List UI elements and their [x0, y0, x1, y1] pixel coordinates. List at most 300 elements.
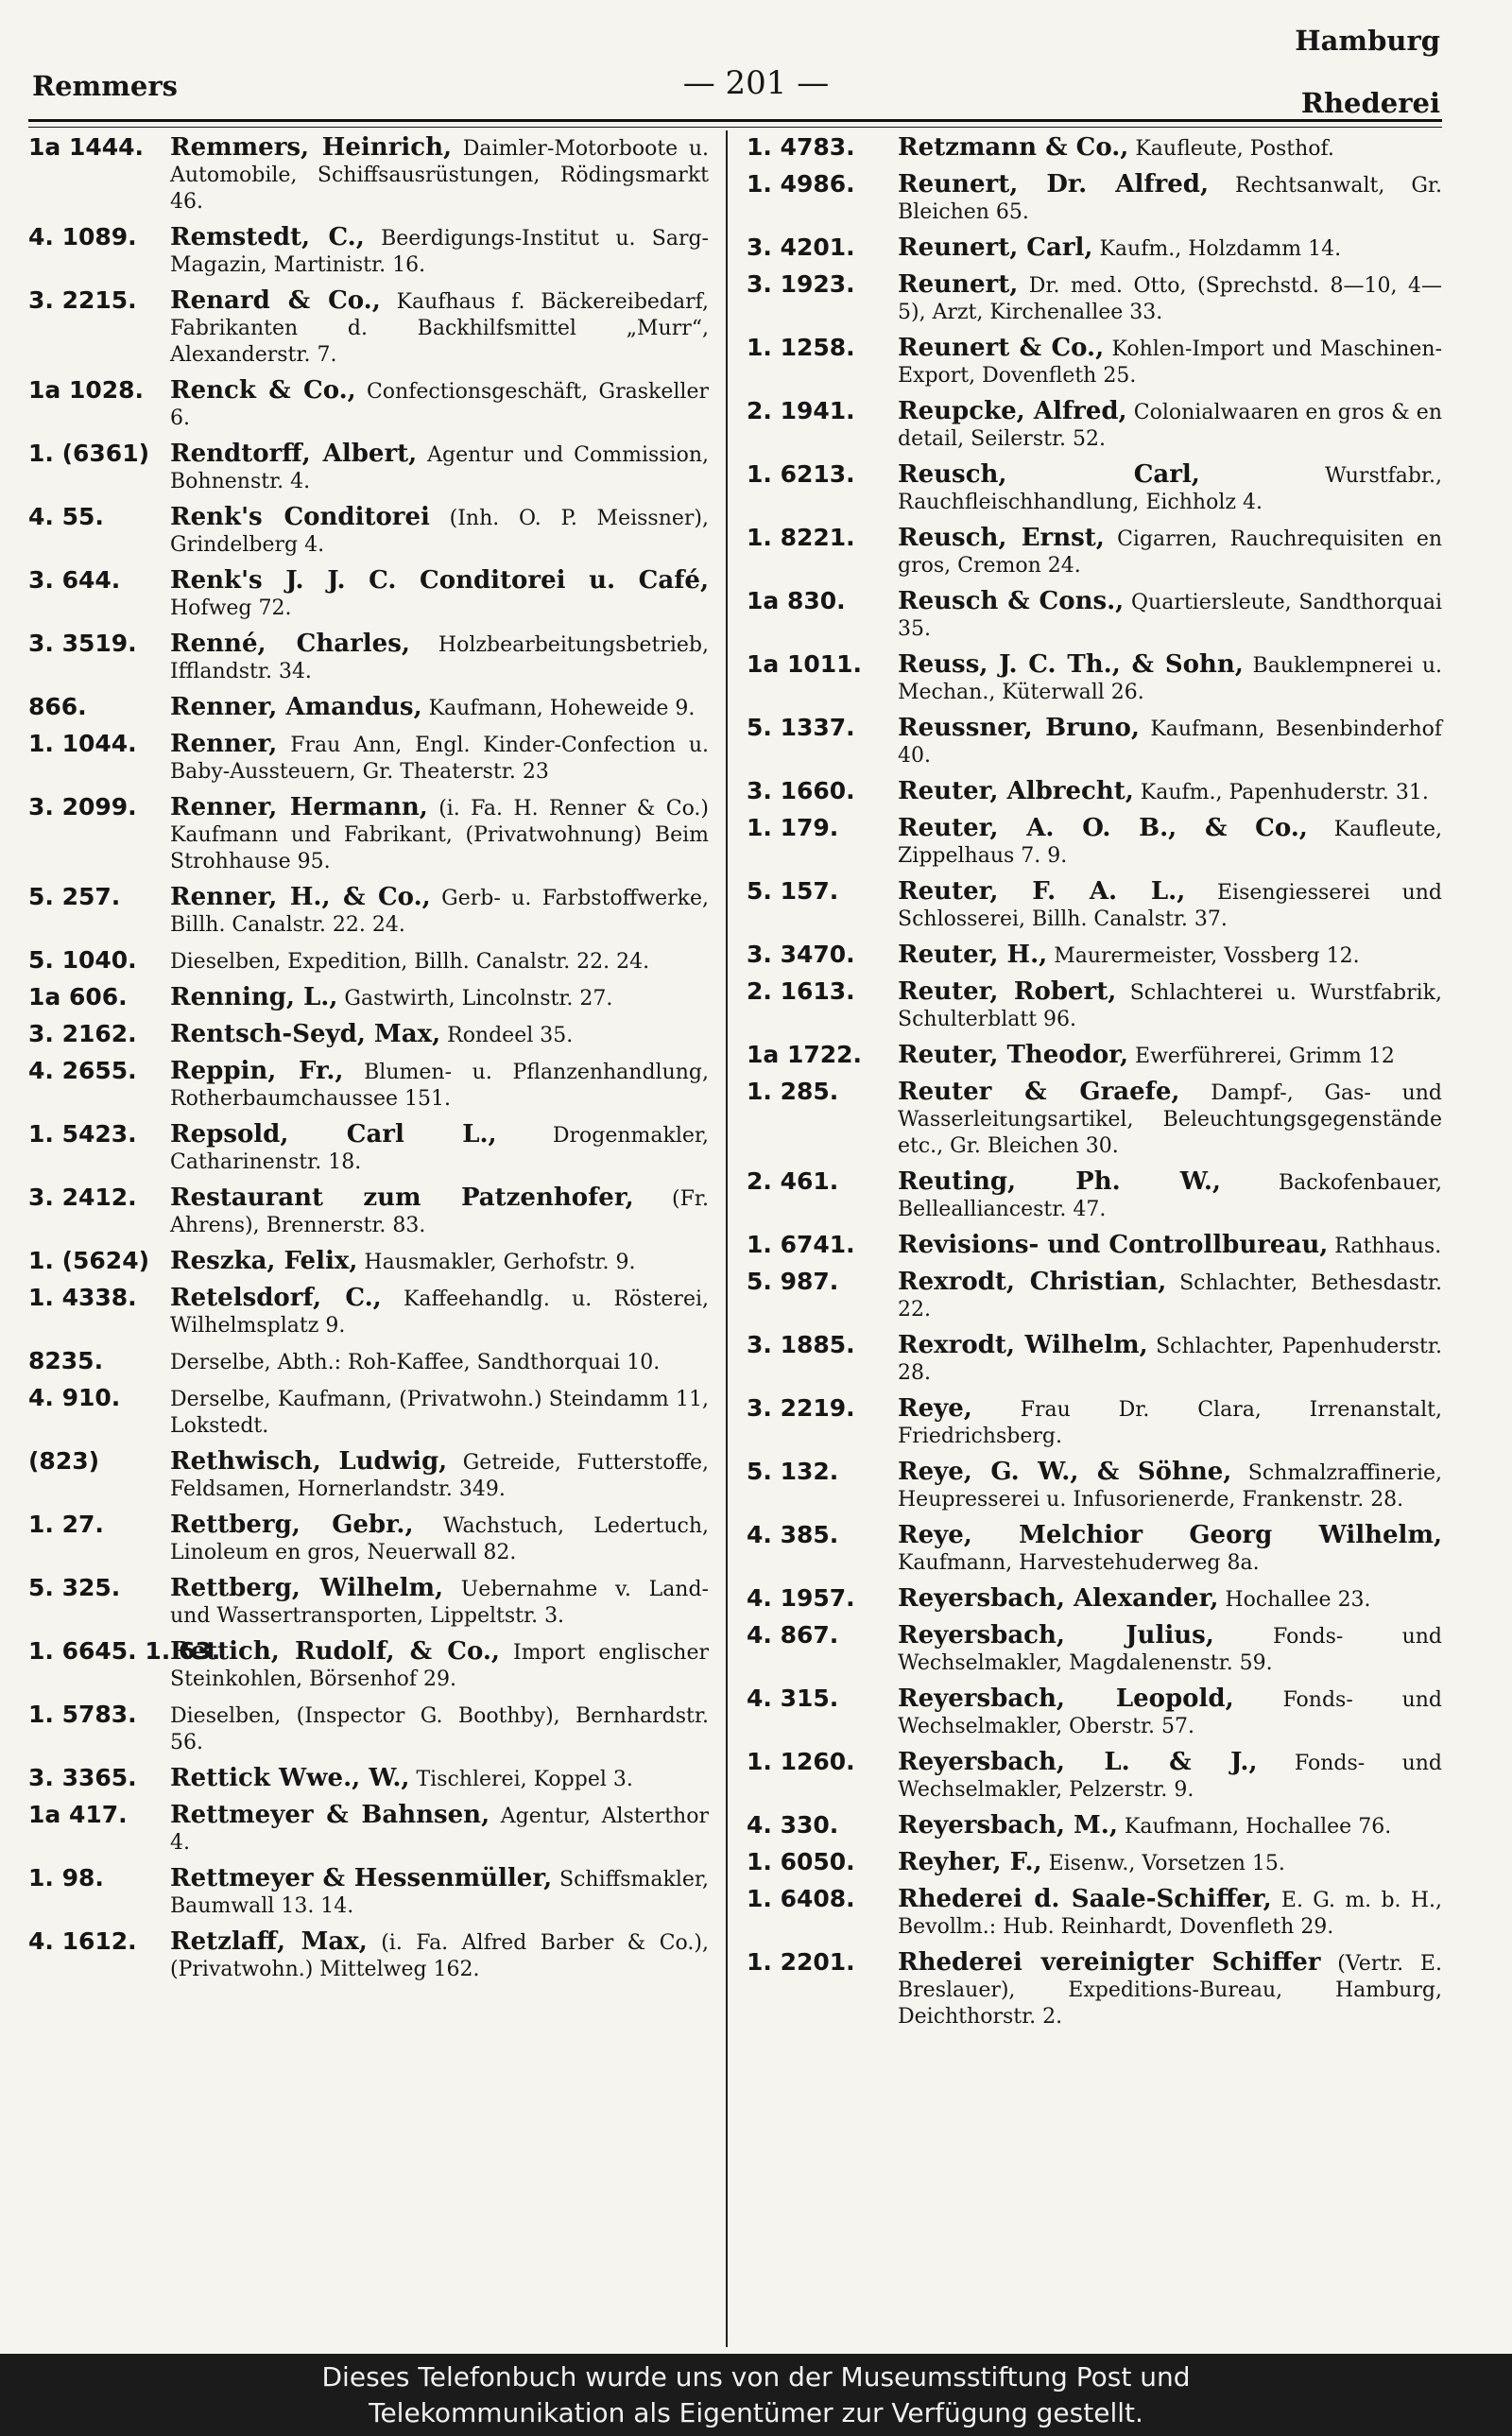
directory-entry: [28, 731, 709, 786]
entry-text: [892, 588, 1442, 643]
entry-name: Reusch & Cons.,: [898, 587, 1125, 615]
directory-entry: [747, 1886, 1442, 1941]
entry-text: [164, 567, 709, 622]
entry-text: [892, 1395, 1442, 1450]
entry-number: 4. 910.: [28, 1384, 121, 1411]
entry-text: [892, 1685, 1442, 1740]
entry-details: Kaufm., Papenhuderstr. 31.: [1140, 781, 1429, 804]
directory-entry: [747, 1949, 1442, 2030]
directory-entry: [747, 1168, 1442, 1223]
entry-name: Renner,: [170, 730, 278, 758]
entry-name: Reuter, A. O. B., & Co.,: [898, 814, 1308, 842]
entry-details: Maurermeister, Vossberg 12.: [1054, 944, 1360, 968]
entry-details: Uebernahme v. Land- und Wassertransporten, Lippeltstr. 3.: [170, 1578, 709, 1628]
entry-name: Reyersbach, Alexander,: [898, 1584, 1219, 1613]
footer-line-1: Dieses Telefonbuch wurde uns von der Museumsstiftung Post und: [321, 2361, 1191, 2393]
directory-entry: [28, 287, 709, 369]
left-column: [28, 134, 709, 1992]
entry-text: [892, 271, 1442, 326]
entry-number: 1a 1011.: [747, 650, 863, 678]
entry-number: 3. 1923.: [747, 270, 855, 298]
directory-entry: [747, 942, 1442, 970]
entry-name: Renard & Co.,: [170, 286, 381, 315]
entry-name: Rethwisch, Ludwig,: [170, 1447, 448, 1476]
entry-number: 1a 1028.: [28, 376, 145, 404]
entry-details: Kaufmann, Hochallee 76.: [1124, 1815, 1392, 1839]
entry-name: Reunert,: [898, 270, 1019, 299]
entry-number: 1. 6213.: [747, 460, 855, 488]
entry-name: Reunert & Co.,: [898, 334, 1105, 362]
entry-name: Reyersbach, Julius,: [898, 1621, 1214, 1650]
right-column: [747, 134, 1442, 2039]
entry-name: Reuter, H.,: [898, 941, 1048, 969]
entry-name: Reuter & Graefe,: [898, 1078, 1180, 1106]
entry-text: [164, 1702, 709, 1756]
directory-entry: [747, 271, 1442, 326]
entry-details: Cigarren, Rauchrequisiten en gros, Cremon 24.: [898, 527, 1443, 578]
directory-entry: [747, 398, 1442, 453]
entry-text: [164, 377, 709, 432]
entry-details: Kaufmann, Harvestehuderweg 8a.: [898, 1551, 1260, 1575]
entry-text: [164, 1121, 709, 1176]
entry-number: 1. 285.: [747, 1078, 839, 1105]
entry-name: Rettmeyer & Bahnsen,: [170, 1801, 490, 1829]
entry-text: [892, 1949, 1442, 2030]
entry-details: Frau Dr. Clara, Irrenanstalt, Friedrichsberg.: [898, 1398, 1442, 1448]
entry-number: 1a 830.: [747, 587, 846, 614]
entry-text: [164, 1638, 709, 1693]
directory-entry: [747, 778, 1442, 806]
entry-number: 4. 1089.: [28, 223, 137, 251]
entry-details: Schlachter, Bethesdastr. 22.: [898, 1271, 1442, 1322]
header-rule-thin: [28, 127, 1442, 128]
entry-number: 8235.: [28, 1347, 104, 1374]
entry-number: 1a 606.: [28, 983, 128, 1011]
directory-entry: [747, 1079, 1442, 1160]
entry-name: Revisions- und Controllbureau,: [898, 1231, 1329, 1259]
entry-details: Dieselben, Expedition, Billh. Canalstr. 22. 24.: [170, 950, 650, 974]
entry-details: Wurstfabr., Rauchfleischhandlung, Eichholz 4.: [898, 464, 1442, 514]
directory-entry: [747, 1812, 1442, 1840]
entry-details: Holzbearbeitungsbetrieb, Ifflandstr. 34.: [170, 633, 709, 683]
entry-name: Rexrodt, Wilhelm,: [898, 1331, 1148, 1359]
entry-details: Kaufm., Holzdamm 14.: [1099, 237, 1342, 261]
header-left-name: Remmers: [32, 70, 178, 102]
entry-name: Reuting, Ph. W.,: [898, 1167, 1221, 1196]
directory-entry: [747, 651, 1442, 706]
entry-text: [164, 1348, 709, 1376]
directory-entry: [28, 1512, 709, 1566]
directory-entry: [747, 1332, 1442, 1387]
entry-text: [892, 1168, 1442, 1223]
entry-name: Rentsch-Seyd, Max,: [170, 1020, 441, 1048]
entry-details: Wachstuch, Ledertuch, Linoleum en gros, Neuerwall 82.: [170, 1514, 709, 1564]
entry-details: Eisenw., Vorsetzen 15.: [1048, 1852, 1285, 1875]
directory-entry: [28, 1184, 709, 1239]
entry-details: (Vertr. E. Breslauer), Expeditions-Bureau, Hamburg, Deichthorstr. 2.: [898, 1952, 1442, 2029]
entry-text: [892, 1812, 1442, 1840]
entry-text: [164, 224, 709, 279]
entry-text: [164, 1285, 709, 1339]
entry-number: 1. 5423.: [28, 1120, 137, 1148]
directory-entry: [747, 1522, 1442, 1577]
entry-name: Rettmeyer & Hessenmüller,: [170, 1864, 553, 1892]
directory-entry: [28, 1021, 709, 1049]
entry-number: 3. 3365.: [28, 1764, 137, 1791]
entry-number: 1. (6361): [28, 440, 150, 467]
entry-details: Eisengiesserei und Schlosserei, Billh. Canalstr. 37.: [898, 881, 1442, 931]
entry-number: 1a 417.: [28, 1801, 128, 1828]
entry-number: 5. 1040.: [28, 946, 137, 974]
entry-number: 4. 1957.: [747, 1584, 855, 1612]
entry-details: Dr. med. Otto, (Sprechstd. 8—10, 4—5), Arzt, Kirchenallee 33.: [898, 274, 1443, 324]
entry-text: [164, 1928, 709, 1983]
entry-number: 3. 2099.: [28, 793, 137, 821]
entry-details: Import englischer Steinkohlen, Börsenhof 29.: [170, 1641, 709, 1691]
entry-text: [164, 1184, 709, 1239]
entry-name: Reunert, Dr. Alfred,: [898, 170, 1210, 199]
entry-details: Getreide, Futterstoffe, Feldsamen, Hornerlandstr. 349.: [170, 1451, 710, 1501]
entry-details: Schmalzraffinerie, Heupresserei u. Infusorienerde, Frankenstr. 28.: [898, 1461, 1442, 1512]
entry-number: 2. 1613.: [747, 977, 855, 1005]
directory-entry: [747, 134, 1442, 163]
entry-name: Reuter, Albrecht,: [898, 777, 1134, 805]
entry-name: Reye, G. W., & Söhne,: [898, 1458, 1232, 1486]
entry-text: [164, 1248, 709, 1276]
entry-number: 4. 2655.: [28, 1057, 137, 1084]
entry-name: Reyersbach, M.,: [898, 1811, 1118, 1840]
entry-text: [164, 884, 709, 939]
directory-entry: [747, 1232, 1442, 1260]
entry-details: Kaufleute, Zippelhaus 7. 9.: [898, 818, 1443, 868]
entry-number: 3. 2412.: [28, 1183, 137, 1211]
directory-entry: [28, 1348, 709, 1376]
entry-text: [164, 694, 709, 722]
directory-entry: [747, 1042, 1442, 1070]
footer-line-2: Telekommunikation als Eigentümer zur Verfügung gestellt.: [369, 2397, 1143, 2428]
entry-text: [164, 947, 709, 976]
entry-details: Backofenbauer, Bellealliancestr. 47.: [898, 1171, 1442, 1221]
entry-name: Reszka, Felix,: [170, 1247, 358, 1275]
entry-details: Ewerführerei, Grimm 12: [1135, 1045, 1395, 1068]
entry-details: Tischlerei, Koppel 3.: [416, 1768, 633, 1791]
entry-number: 1. 1258.: [747, 334, 855, 361]
entry-details: Agentur und Commission, Bohnenstr. 4.: [170, 443, 709, 493]
entry-number: 1a 1444.: [28, 133, 145, 161]
entry-text: [892, 1079, 1442, 1160]
directory-entry: [747, 588, 1442, 643]
entry-number: 5. 157.: [747, 877, 839, 905]
entry-details: Bauklempnerei u. Mechan., Küterwall 26.: [898, 654, 1442, 704]
entry-number: 1. 1044.: [28, 730, 137, 757]
entry-text: [892, 525, 1442, 579]
entry-number: 3. 2162.: [28, 1020, 137, 1047]
entry-number: (823): [28, 1447, 100, 1475]
entry-details: Derselbe, Kaufmann, (Privatwohn.) Steindamm 11, Lokstedt.: [170, 1388, 709, 1438]
entry-details: Gastwirth, Lincolnstr. 27.: [344, 987, 613, 1011]
entry-details: Schlachterei u. Wurstfabrik, Schulterblatt 96.: [898, 981, 1442, 1031]
entry-number: 5. 987.: [747, 1268, 839, 1295]
entry-number: 1. 98.: [28, 1864, 104, 1892]
entry-name: Reppin, Fr.,: [170, 1057, 344, 1085]
entry-text: [164, 1385, 709, 1440]
entry-details: Rechtsanwalt, Gr. Bleichen 65.: [898, 174, 1443, 224]
entry-details: Kaffeehandlg. u. Rösterei, Wilhelmsplatz 9.: [170, 1287, 709, 1338]
directory-entry: [28, 1248, 709, 1276]
entry-text: [892, 715, 1442, 769]
directory-entry: [747, 1459, 1442, 1513]
directory-entry: [28, 1928, 709, 1983]
directory-entry: [28, 1385, 709, 1440]
entry-name: Renk's J. J. C. Conditorei u. Café,: [170, 566, 709, 595]
entry-name: Retzmann & Co.,: [898, 133, 1129, 162]
entry-details: Dampf-, Gas- und Wasserleitungsartikel, Beleuchtungsgegenstände etc., Gr. Bleichen 30.: [898, 1081, 1443, 1158]
entry-number: 1. 179.: [747, 814, 839, 841]
entry-number: 5. 1337.: [747, 714, 855, 741]
directory-entry: [28, 794, 709, 875]
entry-number: 4. 867.: [747, 1621, 839, 1649]
column-divider: [726, 130, 728, 2347]
entry-text: [892, 335, 1442, 389]
directory-entry: [28, 631, 709, 685]
directory-entry: [28, 1058, 709, 1113]
entry-text: [164, 441, 709, 495]
entry-text: [164, 1865, 709, 1920]
entry-text: [892, 1232, 1442, 1260]
entry-details: Kaufleute, Posthof.: [1135, 137, 1334, 161]
entry-details: E. G. m. b. H., Bevollm.: Hub. Reinhardt, Dovenfleth 29.: [898, 1889, 1442, 1939]
entry-name: Reupcke, Alfred,: [898, 397, 1127, 425]
entry-name: Reyher, F.,: [898, 1848, 1042, 1876]
entry-text: [892, 1332, 1442, 1387]
directory-entry: [28, 224, 709, 279]
entry-text: [892, 1585, 1442, 1614]
entry-name: Reyersbach, Leopold,: [898, 1684, 1234, 1713]
entry-details: Dieselben, (Inspector G. Boothby), Bernhardstr. 56.: [170, 1704, 709, 1754]
entry-name: Renning, L.,: [170, 983, 338, 1011]
entry-name: Reyersbach, L. & J.,: [898, 1748, 1258, 1776]
header-rule: [28, 119, 1442, 122]
entry-number: 1. 6741.: [747, 1231, 855, 1258]
directory-entry: [747, 878, 1442, 933]
entry-text: [164, 1765, 709, 1793]
entry-text: [892, 815, 1442, 870]
entry-name: Remstedt, C.,: [170, 223, 365, 251]
entry-details: Hausmakler, Gerhofstr. 9.: [364, 1251, 636, 1274]
entry-number: 1. 4783.: [747, 133, 855, 161]
entry-text: [164, 1021, 709, 1049]
entry-number: 1a 1722.: [747, 1041, 863, 1068]
entry-number: 4. 385.: [747, 1521, 839, 1548]
entry-text: [892, 1459, 1442, 1513]
entry-name: Rhederei d. Saale-Schiffer,: [898, 1885, 1272, 1913]
directory-entry: [28, 377, 709, 432]
directory-entry: [28, 1285, 709, 1339]
entry-number: 3. 3519.: [28, 630, 137, 657]
entry-number: 3. 2219.: [747, 1394, 855, 1422]
directory-entry: [28, 947, 709, 976]
directory-entry: [28, 1865, 709, 1920]
entry-text: [892, 134, 1442, 163]
directory-entry: [28, 504, 709, 559]
entry-name: Rettberg, Gebr.,: [170, 1511, 414, 1539]
entry-details: Hochallee 23.: [1225, 1588, 1371, 1612]
directory-entry: [747, 335, 1442, 389]
entry-name: Restaurant zum Patzenhofer,: [170, 1183, 634, 1212]
directory-entry: [747, 1749, 1442, 1804]
directory-entry: [747, 1395, 1442, 1450]
entry-details: Gerb- u. Farbstoffwerke, Billh. Canalstr. 22. 24.: [170, 887, 709, 937]
entry-name: Reye,: [898, 1394, 972, 1423]
entry-text: [164, 1058, 709, 1113]
entry-number: 1. (5624): [28, 1247, 150, 1274]
entry-details: Daimler-Motorboote u. Automobile, Schiffsausrüstungen, Rödingsmarkt 46.: [170, 137, 709, 214]
entry-details: (i. Fa. Alfred Barber & Co.), (Privatwohn.) Mittelweg 162.: [170, 1931, 709, 1981]
entry-name: Reussner, Bruno,: [898, 714, 1140, 742]
entry-text: [892, 942, 1442, 970]
entry-name: Rexrodt, Christian,: [898, 1268, 1167, 1296]
directory-entry: [28, 1121, 709, 1176]
entry-details: Rathhaus.: [1334, 1235, 1442, 1258]
entry-name: Reuter, Theodor,: [898, 1041, 1129, 1069]
directory-entry: [747, 1685, 1442, 1740]
entry-details: Schiffsmakler, Baumwall 13. 14.: [170, 1868, 710, 1918]
entry-number: 1. 6408.: [747, 1885, 855, 1912]
directory-entry: [747, 461, 1442, 516]
entry-name: Reusch, Ernst,: [898, 524, 1105, 552]
directory-entry: [28, 1765, 709, 1793]
entry-details: (Inh. O. P. Meissner), Grindelberg 4.: [170, 507, 709, 557]
directory-entry: [747, 1269, 1442, 1323]
directory-entry: [747, 978, 1442, 1033]
entry-name: Remmers, Heinrich,: [170, 133, 453, 162]
entry-name: Reuss, J. C. Th., & Sohn,: [898, 650, 1244, 679]
directory-entry: [747, 815, 1442, 870]
entry-number: 866.: [28, 693, 87, 720]
entry-text: [164, 1512, 709, 1566]
directory-entry: [28, 1638, 709, 1693]
entry-text: [164, 794, 709, 875]
entry-number: 1. 27.: [28, 1511, 104, 1538]
directory-entry: [28, 1448, 709, 1503]
entry-text: [892, 171, 1442, 226]
entry-details: Rondeel 35.: [447, 1024, 574, 1047]
directory-entry: [747, 234, 1442, 263]
entry-number: 4. 55.: [28, 503, 104, 530]
directory-entry: [28, 884, 709, 939]
entry-details: Kohlen-Import und Maschinen-Export, Dovenfleth 25.: [898, 337, 1442, 388]
directory-entry: [747, 1622, 1442, 1677]
entry-details: Hofweg 72.: [170, 596, 292, 620]
entry-details: Derselbe, Abth.: Roh-Kaffee, Sandthorquai 10.: [170, 1351, 661, 1374]
entry-number: 3. 3470.: [747, 941, 855, 968]
entry-text: [892, 651, 1442, 706]
entry-name: Renner, Amandus,: [170, 693, 422, 721]
entry-text: [892, 1522, 1442, 1577]
entry-details: Kaufmann, Besenbinderhof 40.: [898, 717, 1443, 768]
entry-number: 4. 315.: [747, 1684, 839, 1712]
entry-details: Fonds- und Wechselmakler, Oberstr. 57.: [898, 1688, 1442, 1738]
entry-details: Fonds- und Wechselmakler, Pelzerstr. 9.: [898, 1752, 1443, 1802]
directory-entry: [28, 1575, 709, 1630]
entry-number: 5. 257.: [28, 883, 121, 910]
entry-name: Reye, Melchior Georg Wilhelm,: [898, 1521, 1442, 1549]
entry-details: Schlachter, Papenhuderstr. 28.: [898, 1335, 1442, 1385]
entry-details: Frau Ann, Engl. Kinder-Confection u. Baby-Aussteuern, Gr. Theaterstr. 23: [170, 734, 709, 784]
entry-name: Retelsdorf, C.,: [170, 1284, 382, 1312]
entry-name: Renk's Conditorei: [170, 503, 430, 531]
entry-number: 1. 5783.: [28, 1701, 137, 1728]
entry-number: 1. 1260.: [747, 1748, 855, 1775]
entry-name: Rhederei vereinigter Schiffer: [898, 1948, 1321, 1977]
entry-text: [164, 287, 709, 369]
entry-details: (Fr. Ahrens), Brennerstr. 83.: [170, 1187, 709, 1237]
directory-entry: [747, 171, 1442, 226]
entry-name: Rettick Wwe., W.,: [170, 1764, 410, 1792]
entry-number: 2. 461.: [747, 1167, 839, 1195]
entry-text: [892, 1042, 1442, 1070]
entry-text: [164, 1575, 709, 1630]
entry-number: 3. 1885.: [747, 1331, 855, 1358]
entry-number: 1. 4986.: [747, 170, 855, 198]
entry-text: [164, 134, 709, 216]
entry-name: Renné, Charles,: [170, 630, 410, 658]
entry-details: Confectionsgeschäft, Graskeller 6.: [170, 380, 709, 430]
entry-text: [892, 1269, 1442, 1323]
entry-text: [164, 1802, 709, 1857]
entry-number: 3. 1660.: [747, 777, 855, 804]
entry-name: Renner, H., & Co.,: [170, 883, 431, 911]
directory-entry: [747, 715, 1442, 769]
entry-details: Beerdigungs-Institut u. Sarg-Magazin, Martinistr. 16.: [170, 227, 709, 277]
entry-name: Rendtorff, Albert,: [170, 440, 418, 468]
directory-entry: [747, 1849, 1442, 1877]
entry-text: [164, 731, 709, 786]
entry-name: Rettich, Rudolf, & Co.,: [170, 1637, 500, 1666]
entry-details: Colonialwaaren en gros & en detail, Seilerstr. 52.: [898, 401, 1443, 451]
entry-text: [892, 778, 1442, 806]
directory-entry: [28, 441, 709, 495]
entry-name: Rettberg, Wilhelm,: [170, 1574, 444, 1602]
entry-number: 5. 132.: [747, 1458, 839, 1485]
entry-details: Blumen- u. Pflanzenhandlung, Rotherbaumchaussee 151.: [170, 1061, 709, 1111]
entry-details: Quartiersleute, Sandthorquai 35.: [898, 591, 1442, 641]
entry-text: [164, 1448, 709, 1503]
entry-details: (i. Fa. H. Renner & Co.) Kaufmann und Fabrikant, (Privatwohnung) Beim Strohhause 95.: [170, 797, 709, 873]
entry-details: Agentur, Alsterthor 4.: [170, 1805, 709, 1855]
directory-entry: [28, 694, 709, 722]
entry-number: 3. 2215.: [28, 286, 137, 314]
entry-name: Renner, Hermann,: [170, 793, 428, 821]
directory-entry: [28, 567, 709, 622]
entry-number: 1. 6050.: [747, 1848, 855, 1875]
entry-number: 1. 2201.: [747, 1948, 855, 1976]
entry-text: [164, 984, 709, 1012]
directory-entry: [28, 1802, 709, 1857]
entry-name: Reuter, Robert,: [898, 977, 1117, 1006]
entry-details: Kaufmann, Hoheweide 9.: [428, 697, 696, 720]
entry-name: Reuter, F. A. L.,: [898, 877, 1186, 906]
entry-name: Repsold, Carl L.,: [170, 1120, 497, 1149]
entry-number: 5. 325.: [28, 1574, 121, 1601]
entry-details: Fonds- und Wechselmakler, Magdalenenstr. 59.: [898, 1625, 1442, 1675]
directory-entry: [28, 984, 709, 1012]
entry-number: 3. 644.: [28, 566, 121, 594]
entry-text: [164, 504, 709, 559]
entry-details: Drogenmakler, Catharinenstr. 18.: [170, 1124, 709, 1174]
entry-number: 2. 1941.: [747, 397, 855, 424]
entry-number: 1. 6645. 1. 63.: [28, 1637, 221, 1665]
